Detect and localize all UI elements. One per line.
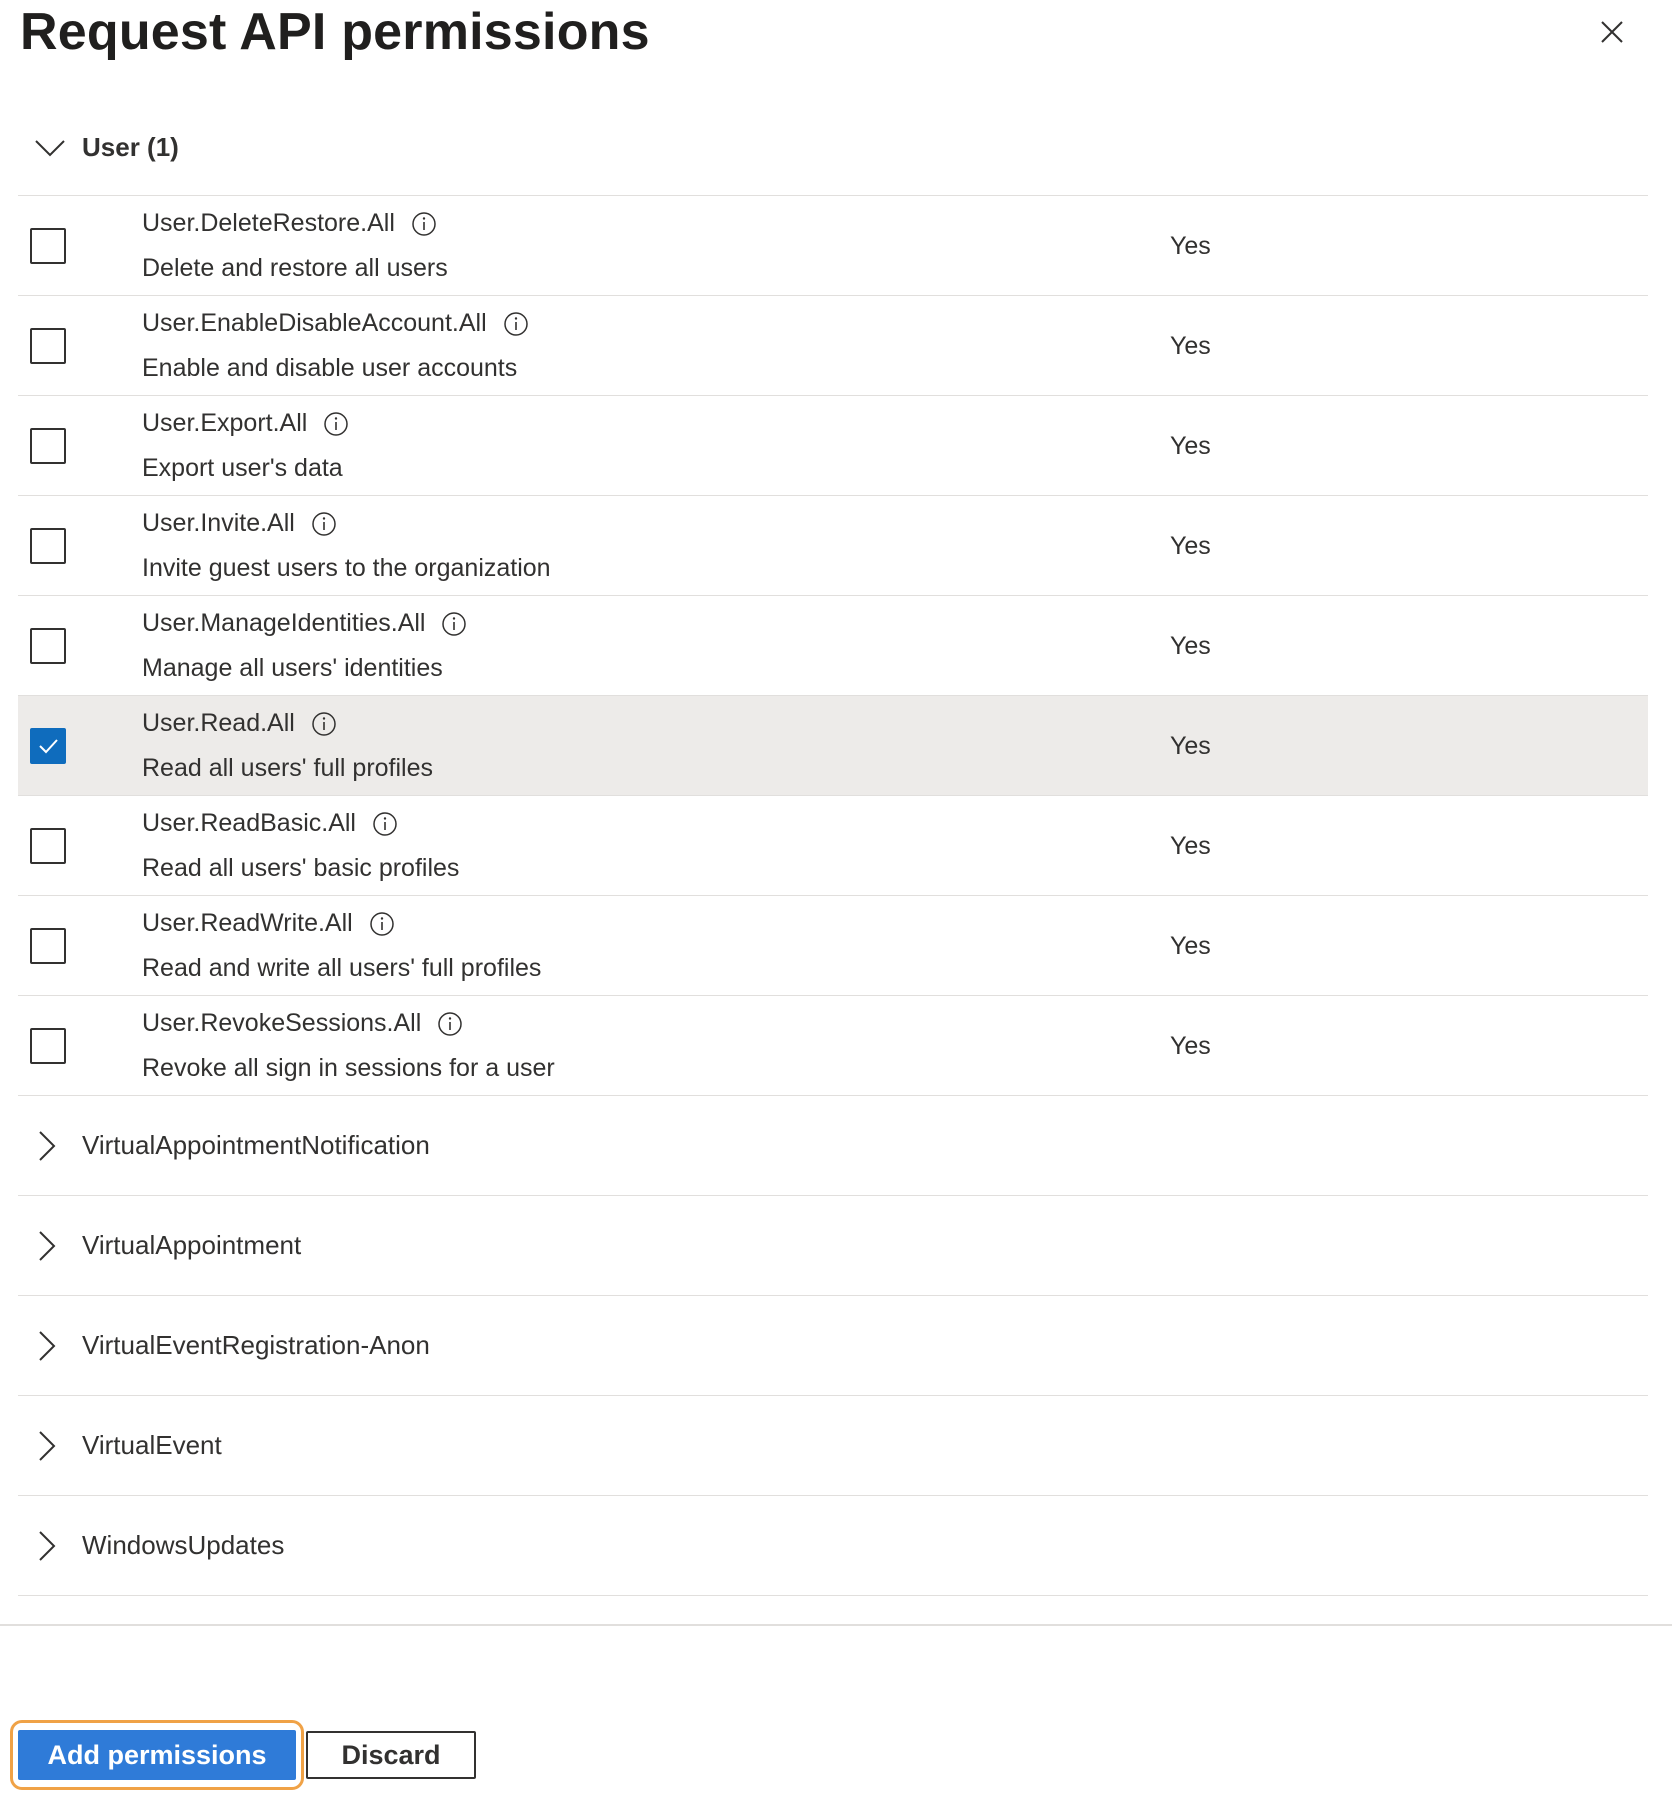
- permission-name: User.RevokeSessions.All: [142, 1009, 422, 1037]
- info-icon[interactable]: [441, 611, 467, 637]
- permission-description: Read all users' full profiles: [142, 754, 434, 782]
- permission-row[interactable]: [18, 496, 1648, 596]
- close-icon: [1592, 12, 1632, 52]
- group-header-virtual-appointment-notification[interactable]: [18, 1096, 1648, 1196]
- add-permissions-button[interactable]: Add permissions: [18, 1730, 296, 1780]
- permission-name: User.Export.All: [142, 409, 308, 437]
- permission-checkbox[interactable]: [30, 428, 66, 464]
- info-icon[interactable]: [323, 411, 349, 437]
- info-icon[interactable]: [369, 911, 395, 937]
- permission-name: User.EnableDisableAccount.All: [142, 309, 487, 337]
- group-header-user[interactable]: [18, 100, 1648, 196]
- chevron-down-icon: [18, 137, 82, 159]
- group-header-virtual-appointment[interactable]: [18, 1196, 1648, 1296]
- permission-description: Read all users' basic profiles: [142, 854, 460, 882]
- permission-row[interactable]: [18, 196, 1648, 296]
- group-label: WindowsUpdates: [82, 1530, 285, 1560]
- permission-checkbox[interactable]: [30, 628, 66, 664]
- permission-description: Manage all users' identities: [142, 654, 443, 682]
- permission-row[interactable]: [18, 796, 1648, 896]
- chevron-right-icon: [18, 1528, 82, 1564]
- permission-description: Invite guest users to the organization: [142, 554, 551, 582]
- permission-name: User.Invite.All: [142, 509, 295, 537]
- close-button[interactable]: [1592, 12, 1632, 52]
- group-header-windows-updates[interactable]: [18, 1496, 1648, 1596]
- admin-consent-required: Yes: [1170, 932, 1211, 960]
- permission-description: Delete and restore all users: [142, 254, 448, 282]
- admin-consent-required: Yes: [1170, 232, 1211, 260]
- permission-checkbox[interactable]: [30, 328, 66, 364]
- permission-name: User.ReadWrite.All: [142, 909, 353, 937]
- info-icon[interactable]: [503, 311, 529, 337]
- permission-name: User.ManageIdentities.All: [142, 609, 426, 637]
- admin-consent-required: Yes: [1170, 632, 1211, 660]
- group-label: User (1): [82, 132, 179, 162]
- group-label: VirtualEventRegistration-Anon: [82, 1330, 430, 1360]
- admin-consent-required: Yes: [1170, 532, 1211, 560]
- permission-checkbox[interactable]: [30, 1028, 66, 1064]
- info-icon[interactable]: [311, 711, 337, 737]
- permission-name: User.ReadBasic.All: [142, 809, 356, 837]
- info-icon[interactable]: [437, 1011, 463, 1037]
- permission-description: Revoke all sign in sessions for a user: [142, 1054, 555, 1082]
- admin-consent-required: Yes: [1170, 732, 1211, 760]
- permission-checkbox[interactable]: [30, 528, 66, 564]
- permission-description: Export user's data: [142, 454, 343, 482]
- permission-row[interactable]: [18, 896, 1648, 996]
- permission-row[interactable]: [18, 996, 1648, 1096]
- chevron-right-icon: [18, 1228, 82, 1264]
- permission-list: [18, 100, 1648, 1596]
- permission-checkbox[interactable]: [30, 928, 66, 964]
- group-label: VirtualEvent: [82, 1430, 222, 1460]
- group-header-virtual-event[interactable]: [18, 1396, 1648, 1496]
- admin-consent-required: Yes: [1170, 1032, 1211, 1060]
- permission-name: User.DeleteRestore.All: [142, 209, 395, 237]
- page-title: Request API permissions: [20, 3, 650, 61]
- permission-row[interactable]: [18, 596, 1648, 696]
- permission-name: User.Read.All: [142, 709, 295, 737]
- chevron-right-icon: [18, 1428, 82, 1464]
- admin-consent-required: Yes: [1170, 432, 1211, 460]
- info-icon[interactable]: [311, 511, 337, 537]
- group-label: VirtualAppointmentNotification: [82, 1130, 430, 1160]
- footer-divider: [0, 1624, 1672, 1626]
- group-header-virtual-event-registration-anon[interactable]: [18, 1296, 1648, 1396]
- permission-rows: [18, 196, 1648, 1096]
- checkmark-icon: [32, 730, 64, 762]
- permission-description: Enable and disable user accounts: [142, 354, 518, 382]
- chevron-right-icon: [18, 1328, 82, 1364]
- permission-description: Read and write all users' full profiles: [142, 954, 542, 982]
- admin-consent-required: Yes: [1170, 832, 1211, 860]
- permission-row[interactable]: [18, 296, 1648, 396]
- group-label: VirtualAppointment: [82, 1230, 302, 1260]
- info-icon[interactable]: [411, 211, 437, 237]
- chevron-right-icon: [18, 1128, 82, 1164]
- permission-checkbox[interactable]: [30, 828, 66, 864]
- permission-checkbox[interactable]: [30, 228, 66, 264]
- discard-button[interactable]: Discard: [306, 1731, 476, 1779]
- admin-consent-required: Yes: [1170, 332, 1211, 360]
- permission-row[interactable]: [18, 396, 1648, 496]
- permission-row[interactable]: [18, 696, 1648, 796]
- permission-checkbox[interactable]: [30, 728, 66, 764]
- info-icon[interactable]: [372, 811, 398, 837]
